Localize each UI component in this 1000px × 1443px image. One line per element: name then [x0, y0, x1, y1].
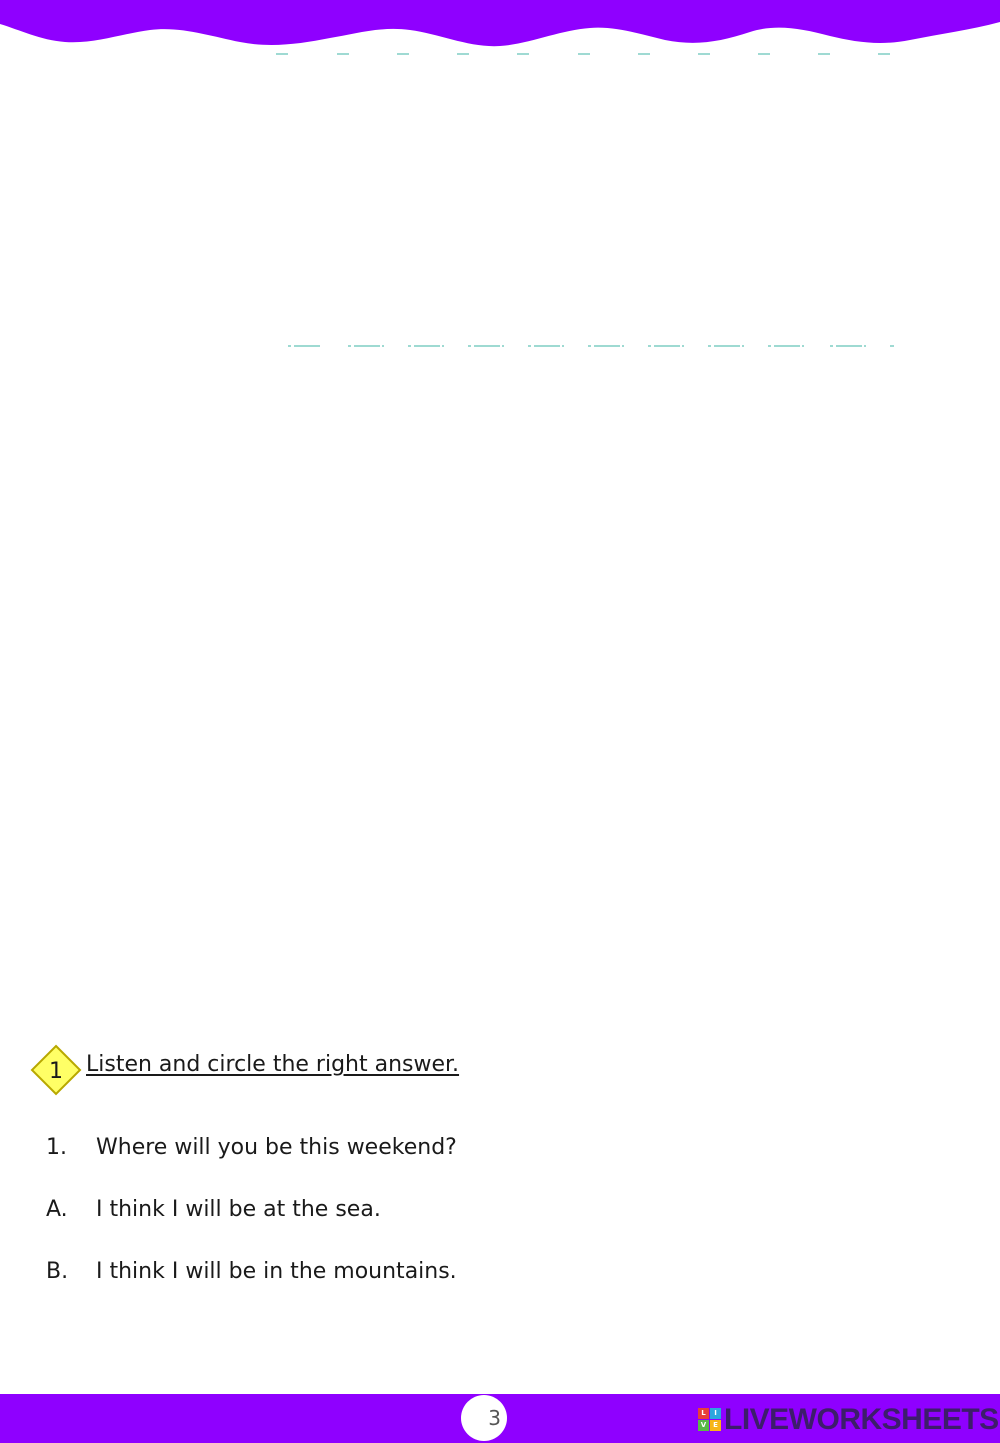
page-number: 3 — [488, 1406, 501, 1430]
question-text: Where will you be this weekend? — [96, 1135, 457, 1160]
logo-mark-icon — [698, 1408, 722, 1432]
liveworksheets-logo — [698, 1403, 999, 1436]
option-a-marker: A. — [46, 1197, 68, 1222]
logo-mark-i: I — [710, 1408, 721, 1419]
answer-option-a[interactable] — [0, 1197, 700, 1229]
answer-option-b[interactable] — [0, 1259, 700, 1291]
page-number-circle — [461, 1395, 507, 1441]
exercise-instruction: Listen and circle the right answer. — [86, 1052, 460, 1077]
question-row — [0, 1135, 700, 1167]
option-b-text: I think I will be in the mountains. — [96, 1259, 457, 1284]
exercise-header — [30, 1044, 730, 1096]
option-b-marker: B. — [46, 1259, 69, 1284]
exercise-number: 1 — [49, 1059, 63, 1084]
logo-mark-e: E — [710, 1420, 721, 1431]
dash-row-middle — [0, 341, 1000, 351]
dash-row-top — [0, 49, 1000, 59]
question-number: 1. — [46, 1135, 67, 1160]
logo-text: LIVEWORKSHEETS — [724, 1403, 999, 1436]
option-a-text: I think I will be at the sea. — [96, 1197, 381, 1222]
exercise-number-badge — [30, 1044, 82, 1096]
logo-mark-l: L — [698, 1408, 709, 1419]
logo-mark-v: V — [698, 1420, 709, 1431]
